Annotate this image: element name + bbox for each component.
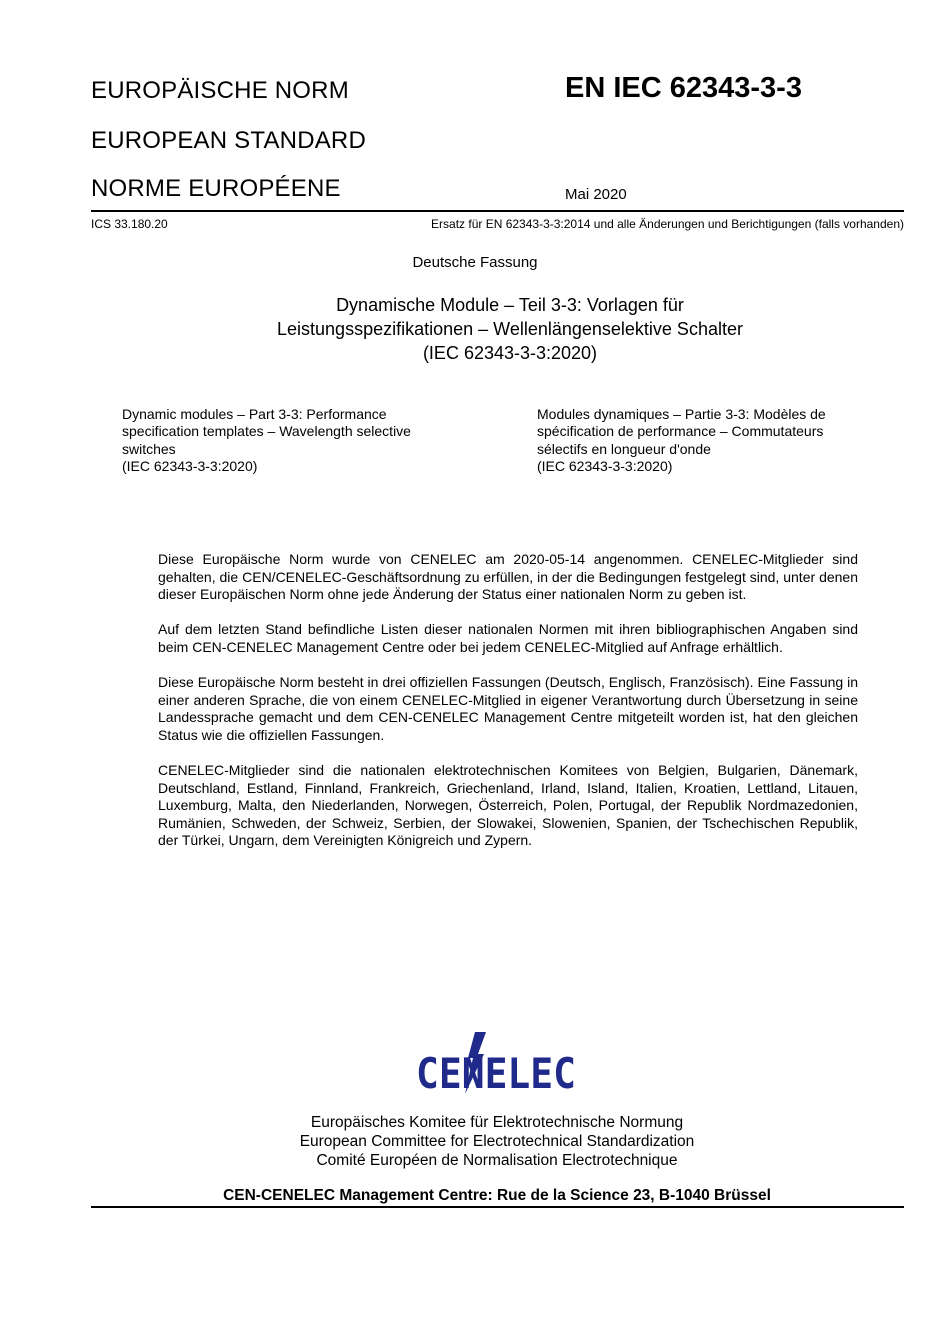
cenelec-logo [412, 1030, 582, 1096]
header-divider [91, 210, 904, 212]
title-de-line: Leistungsspezifikationen – Wellenlängenselektive Schalter [277, 319, 743, 339]
title-de-line: Dynamische Module – Teil 3-3: Vorlagen für [336, 295, 684, 315]
title-fr-line: Modules dynamiques – Partie 3-3: Modèles de [537, 406, 826, 422]
publication-date: Mai 2020 [565, 186, 627, 203]
body-paragraph: CENELEC-Mitglieder sind die nationalen elektrotechnischen Komitees von Belgien, Bulgarien, Dänemark, Deutschland, Estland, Finnland, Frankreich, Griechenland, Irland, Island, Italien, Kroatien, Lettland, Litauen, Luxemburg, Malta, den Niederlanden, Norwegen, Österreich, Polen, Portugal, der Republik Nordmazedonien, Rumänien, Schweden, der Schweiz, Serbien, der Slowakei, Slowenien, Spanien, der Tschechischen Republik, der Türkei, Ungarn, dem Vereinigten Königreich und Zypern. [158, 762, 858, 849]
committee-en: European Committee for Electrotechnical Standardization [299, 1133, 695, 1151]
body-paragraph: Diese Europäische Norm besteht in drei offiziellen Fassungen (Deutsch, Englisch, Französisch). Eine Fassung in einer anderen Sprache, die von einem CENELEC-Mitglied in eigener Verantwortung durch Übersetzung in seine Landessprache gemacht und dem CEN-CENELEC Management Centre mitgeteilt worden ist, hat den gleichen Status wie die offiziellen Fassungen. [158, 674, 858, 743]
committee-de: Europäisches Komitee für Elektrotechnische Normung [310, 1114, 684, 1131]
body-paragraph: Diese Europäische Norm wurde von CENELEC am 2020-05-14 angenommen. CENELEC-Mitglieder sind gehalten, die CEN/CENELEC-Geschäftsordnung zu erfüllen, in der die Bedingungen festgelegt sind, unter denen dieser Europäischen Norm ohne jede Änderung der Status einer nationalen Norm zu geben ist. [158, 551, 858, 603]
management-centre-address: CEN-CENELEC Management Centre: Rue de la Science 23, B-1040 Brüssel [223, 1187, 771, 1204]
header-line-de: EUROPÄISCHE NORM [91, 77, 349, 104]
logo-wordmark: CENELEC [416, 1049, 576, 1096]
title-fr-line: spécification de performance – Commutateurs [537, 423, 824, 440]
title-en-line: specification templates – Wavelength selective [122, 423, 411, 440]
title-en-line: (IEC 62343-3-3:2020) [122, 457, 258, 474]
title-french [537, 406, 826, 475]
title-german [200, 293, 820, 365]
standard-number: EN IEC 62343-3-3 [565, 72, 802, 104]
committee-names [0, 1113, 950, 1171]
header-line-en: EUROPEAN STANDARD [91, 127, 366, 154]
footer-divider [91, 1206, 904, 1208]
title-fr-line: (IEC 62343-3-3:2020) [537, 457, 673, 474]
title-en-line: Dynamic modules – Part 3-3: Performance [122, 406, 387, 422]
cenelec-logo-graphic [412, 1030, 582, 1096]
language-version: Deutsche Fassung [412, 254, 538, 271]
title-english [122, 406, 411, 475]
ics-code: ICS 33.180.20 [91, 217, 168, 231]
body-paragraph: Auf dem letzten Stand befindliche Listen dieser nationalen Normen mit ihren bibliographischen Angaben sind beim CEN-CENELEC Management Centre oder bei jedem CENELEC-Mitglied auf Anfrage erhältlich. [158, 621, 858, 655]
committee-fr: Comité Européen de Normalisation Electrotechnique [316, 1152, 678, 1170]
title-en-line: switches [122, 440, 176, 457]
replaces-note: Ersatz für EN 62343-3-3:2014 und alle Änderungen und Berichtigungen (falls vorhanden) [431, 217, 904, 231]
header-line-fr: NORME EUROPÉENE [91, 175, 341, 202]
title-fr-line: sélectifs en longueur d'onde [537, 440, 711, 457]
title-de-line: (IEC 62343-3-3:2020) [422, 343, 598, 363]
